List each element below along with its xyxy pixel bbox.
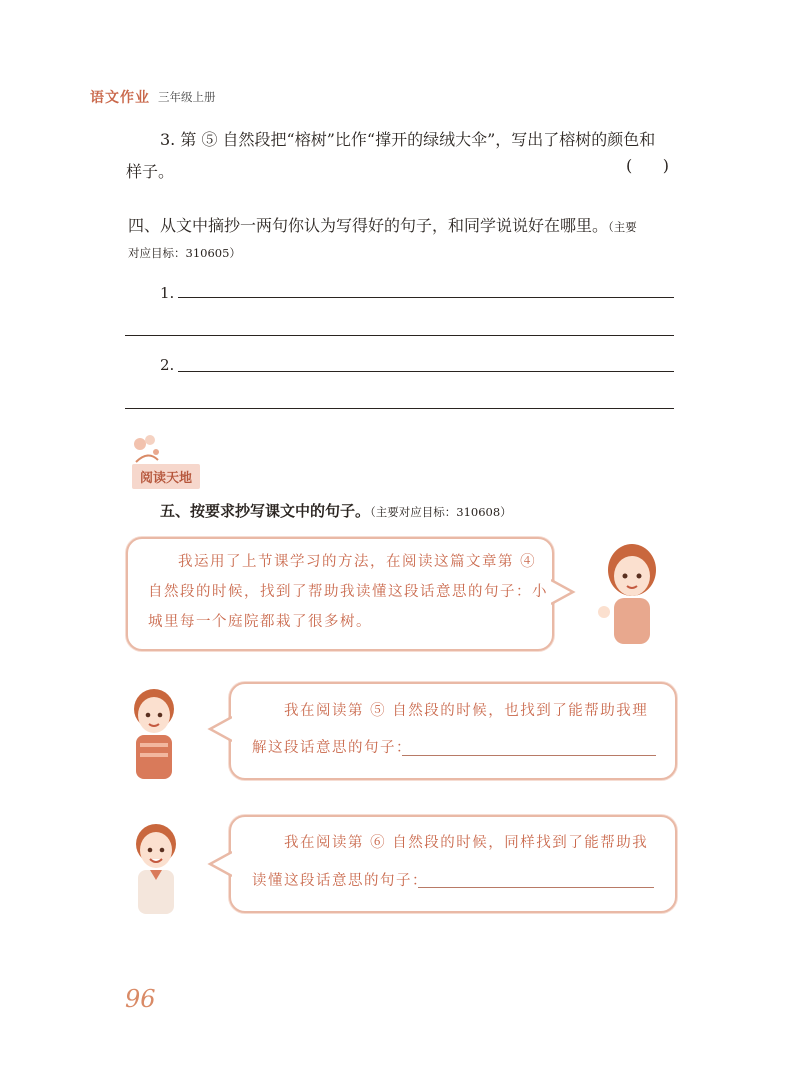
bubble-2-answer-line[interactable] [402,755,656,756]
question-4-text: 四、从文中摘抄一两句你认为写得好的句子，和同学说说好在哪里。 [128,216,609,235]
boy-character-2-icon [128,820,188,920]
bubble-3-line1: 我在阅读第 ⑥ 自然段的时候，同样找到了能帮助我 [284,835,649,851]
bubble-1-line2: 自然段的时候，找到了帮助我读懂这段话意思的句子：小 [148,584,548,600]
bubble-2-line2: 解这段话意思的句子： [252,740,412,756]
bubble-3-line2: 读懂这段话意思的句子： [252,873,428,889]
question-5 [160,500,512,521]
bubble-1-line3: 城里每一个庭院都栽了很多树。 [148,614,372,630]
question-4 [128,213,688,236]
flower-decoration-icon [128,430,168,466]
answer-line-1a[interactable] [178,297,674,298]
answer-line-2a[interactable] [178,371,674,372]
bubble-1-line1: 我运用了上节课学习的方法，在阅读这篇文章第 ④ [178,554,537,570]
girl-character-icon [592,540,672,650]
question-3 [126,124,680,181]
section-tab-reading: 阅读天地 [132,464,200,489]
answer-item-2-number: 2. [160,356,175,374]
bubble-3-answer-line[interactable] [418,887,654,888]
question-3-line1: 3. 第 ⑤ 自然段把“榕树”比作“撑开的绿绒大伞”，写出了榕树的颜色和 [160,130,656,149]
question-5-text: 五、按要求抄写课文中的句子。 [160,502,371,520]
question-5-note: （主要对应目标：310608） [370,505,512,519]
speech-bubble-1-tail [551,578,577,608]
speech-bubble-3-tail [206,850,232,880]
question-4-note-cont: 对应目标：310605） [128,246,241,260]
header-title: 语文作业 [90,90,150,106]
answer-parentheses[interactable]: ( ) [626,156,669,175]
speech-bubble-2-tail [206,715,232,745]
answer-line-2b[interactable] [125,408,674,409]
page-number: 96 [125,985,156,1013]
question-4-note: （主要 [608,220,637,234]
boy-character-icon [126,685,186,785]
question-3-line2: 样子。 [126,162,175,181]
header-subtitle: 三年级上册 [158,90,216,104]
bubble-2-line1: 我在阅读第 ⑤ 自然段的时候，也找到了能帮助我理 [284,703,649,719]
answer-item-1-number: 1. [160,284,175,302]
answer-line-1b[interactable] [125,335,674,336]
